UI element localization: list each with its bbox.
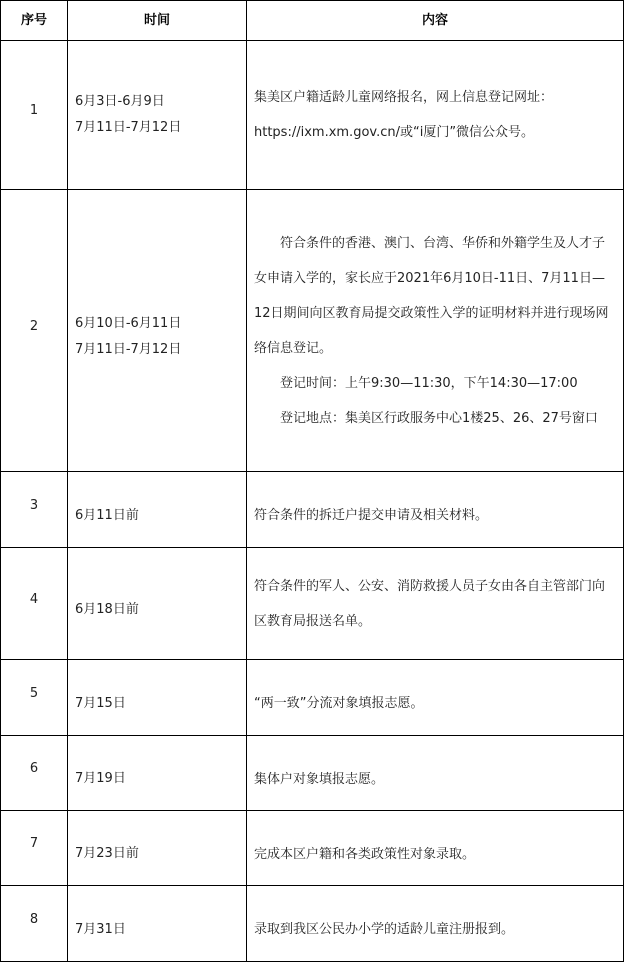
time-range: 7月19日 [75,771,126,786]
row-time [68,811,247,886]
row-content [247,886,624,962]
row-time [68,736,247,811]
row-time [68,41,247,190]
content-text: 录取到我区公民办小学的适龄儿童注册报到。 [254,922,515,937]
row-seq: 3 [1,472,68,548]
content-text: 完成本区户籍和各类政策性对象录取。 [254,846,476,862]
row-time [68,886,247,962]
row-seq: 5 [1,660,68,736]
row-time [68,660,247,736]
registration-time: 登记时间：上午9:30—11:30，下午14:30—17:00 [280,375,578,391]
table-header-row [1,1,624,41]
table-row [1,41,624,190]
row-content [247,41,624,190]
row-seq: 4 [1,548,68,660]
content-text: 符合条件的军人、公安、消防救援人员子女由各自主管部门向区教育局报送名单。 [254,578,606,629]
row-seq: 6 [1,736,68,811]
table-row [1,190,624,472]
registration-location: 登记地点：集美区行政服务中心1楼25、26、27号窗口 [280,410,598,426]
header-time: 时间 [68,1,247,41]
table-row [1,548,624,660]
table-row [1,886,624,962]
time-range: 7月31日 [75,921,126,937]
content-text: 符合条件的拆迁户提交申请及相关材料。 [254,508,489,523]
table-row [1,472,624,548]
row-content [247,548,624,660]
time-range: 7月11日-7月12日 [75,120,182,135]
row-content [247,660,624,736]
row-time [68,548,247,660]
row-content [247,811,624,886]
row-seq: 8 [1,886,68,962]
content-text: 集美区户籍适龄儿童网络报名，网上信息登记网址：https://ixm.xm.gov.cn/或“i厦门”微信公众号。 [254,90,554,140]
time-range: 6月10日-6月11日 [75,315,182,331]
table-row [1,736,624,811]
row-seq: 2 [1,190,68,472]
row-time [68,472,247,548]
content-text: 符合条件的香港、澳门、台湾、华侨和外籍学生及人才子女申请入学的，家长应于2021年6月10日-11日、7月11日—12日期间向区教育局提交政策性入学的证明材料并进行现场网络信息登记。 [254,235,609,356]
time-range: 6月11日前 [75,507,139,523]
time-range: 6月18日前 [75,601,139,617]
row-time [68,190,247,472]
table-row [1,660,624,736]
row-content [247,736,624,811]
time-range: 7月11日-7月12日 [75,341,182,357]
content-text: “两一致”分流对象填报志愿。 [254,696,424,711]
content-text: 集体户对象填报志愿。 [254,771,385,787]
time-range: 7月15日 [75,695,126,711]
table-row [1,811,624,886]
time-range: 6月3日-6月9日 [75,94,165,109]
row-content [247,472,624,548]
row-seq: 7 [1,811,68,886]
time-range: 7月23日前 [75,846,139,861]
header-seq: 序号 [1,1,68,41]
header-content: 内容 [247,1,624,41]
row-seq: 1 [1,41,68,190]
row-content [247,190,624,472]
